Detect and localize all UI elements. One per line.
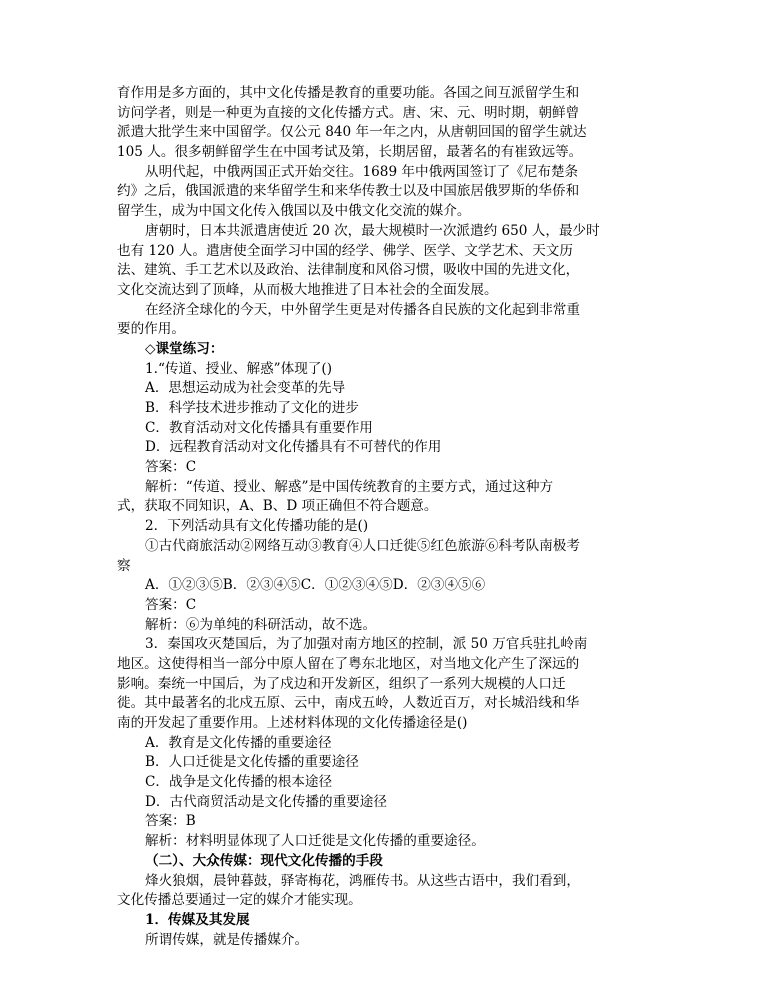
text-line: A．①②③⑤B．②③④⑤C．①②③④⑤D．②③④⑤⑥ xyxy=(145,577,486,594)
text-line: 1.“传道、授业、解惑”体现了() xyxy=(145,360,333,377)
text-line: 徙。其中最著名的北戍五原、云中，南戍五岭，人数近百万，对长城沿线和华 xyxy=(117,695,580,712)
text-line: 南的开发起了重要作用。上述材料体现的文化传播途径是() xyxy=(117,715,468,731)
text-line: ①古代商旅活动②网络互动③教育④人口迁徙⑤红色旅游⑥科考队南极考 xyxy=(145,537,580,554)
text-line: 要的作用。 xyxy=(117,321,185,338)
text-line: 答案：C xyxy=(145,459,197,476)
text-line: 解析：材料明显体现了人口迁徙是文化传播的重要途径。 xyxy=(145,833,485,850)
heading-line: ◇课堂练习： xyxy=(145,340,224,357)
text-line: 所谓传媒，就是传播媒介。 xyxy=(145,931,309,948)
text-line: 答案：C xyxy=(145,596,197,613)
text-line: 法、建筑、手工艺术以及政治、法律制度和风俗习惯，吸收中国的先进文化， xyxy=(117,262,580,279)
text-line: 105 人。很多朝鲜留学生在中国考试及第，长期居留，最著名的有崔致远等。 xyxy=(117,144,583,161)
text-line: 答案：B xyxy=(145,813,196,830)
text-line: C．战争是文化传播的根本途径 xyxy=(145,774,333,791)
text-line: 3．秦国攻灭楚国后，为了加强对南方地区的控制，派 50 万官兵驻扎岭南 xyxy=(145,636,588,653)
text-line: 约》之后，俄国派遣的来华留学生和来华传教士以及中国旅居俄罗斯的华侨和 xyxy=(117,183,580,200)
text-line: 察 xyxy=(117,557,131,574)
heading-line: （二）、大众传媒：现代文化传播的手段 xyxy=(145,852,383,869)
text-line: A．思想运动成为社会变革的先导 xyxy=(145,380,346,397)
text-line: 育作用是多方面的，其中文化传播是教育的重要功能。各国之间互派留学生和 xyxy=(117,85,580,101)
text-line: C．教育活动对文化传播具有重要作用 xyxy=(145,419,373,436)
text-line: 在经济全球化的今天，中外留学生更是对传播各自民族的文化起到非常重 xyxy=(145,301,580,318)
text-line: 留学生，成为中国文化传入俄国以及中俄文化交流的媒介。 xyxy=(117,203,471,220)
text-line: 访问学者，则是一种更为直接的文化传播方式。唐、宋、元、明时期，朝鲜曾 xyxy=(117,104,580,121)
text-line: 唐朝时，日本共派遣唐使近 20 次，最大规模时一次派遣约 650 人，最少时 xyxy=(145,222,600,239)
text-line: 派遣大批学生来中国留学。仅公元 840 年一年之内，从唐朝回国的留学生就达 xyxy=(117,124,587,141)
text-line: 解析：“传道、授业、解惑”是中国传统教育的主要方式，通过这种方 xyxy=(145,478,554,495)
text-line: 式，获取不同知识，A、B、D 项正确但不符合题意。 xyxy=(117,498,438,515)
text-line: 2．下列活动具有文化传播功能的是() xyxy=(145,518,369,535)
text-line: A．教育是文化传播的重要途径 xyxy=(145,734,332,751)
text-line: 文化交流达到了顶峰，从而极大地推进了日本社会的全面发展。 xyxy=(117,281,498,298)
text-line: 烽火狼烟，晨钟暮鼓，驿寄梅花，鸿雁传书。从这些古语中，我们看到， xyxy=(145,872,580,889)
text-line: 文化传播总要通过一定的媒介才能实现。 xyxy=(117,892,362,909)
text-line: B．人口迁徙是文化传播的重要途径 xyxy=(145,754,359,771)
text-line: 地区。这使得相当一部分中原人留在了粤东北地区，对当地文化产生了深远的 xyxy=(117,655,580,672)
text-line: B．科学技术进步推动了文化的进步 xyxy=(145,400,359,416)
text-line: D．古代商贸活动是文化传播的重要途径 xyxy=(145,793,387,810)
text-line: 解析：⑥为单纯的科研活动，故不选。 xyxy=(145,616,377,633)
text-line: 也有 120 人。遣唐使全面学习中国的经学、佛学、医学、文学艺术、天文历 xyxy=(117,242,573,259)
text-line: 从明代起，中俄两国正式开始交往。1689 年中俄两国签订了《尼布楚条 xyxy=(145,163,579,180)
heading-line: 1．传媒及其发展 xyxy=(145,911,250,928)
document-page xyxy=(117,84,655,950)
text-line: 影响。秦统一中国后，为了戍边和开发新区，组织了一系列大规模的人口迁 xyxy=(117,675,566,692)
text-line: D．远程教育活动对文化传播具有不可替代的作用 xyxy=(145,439,442,456)
